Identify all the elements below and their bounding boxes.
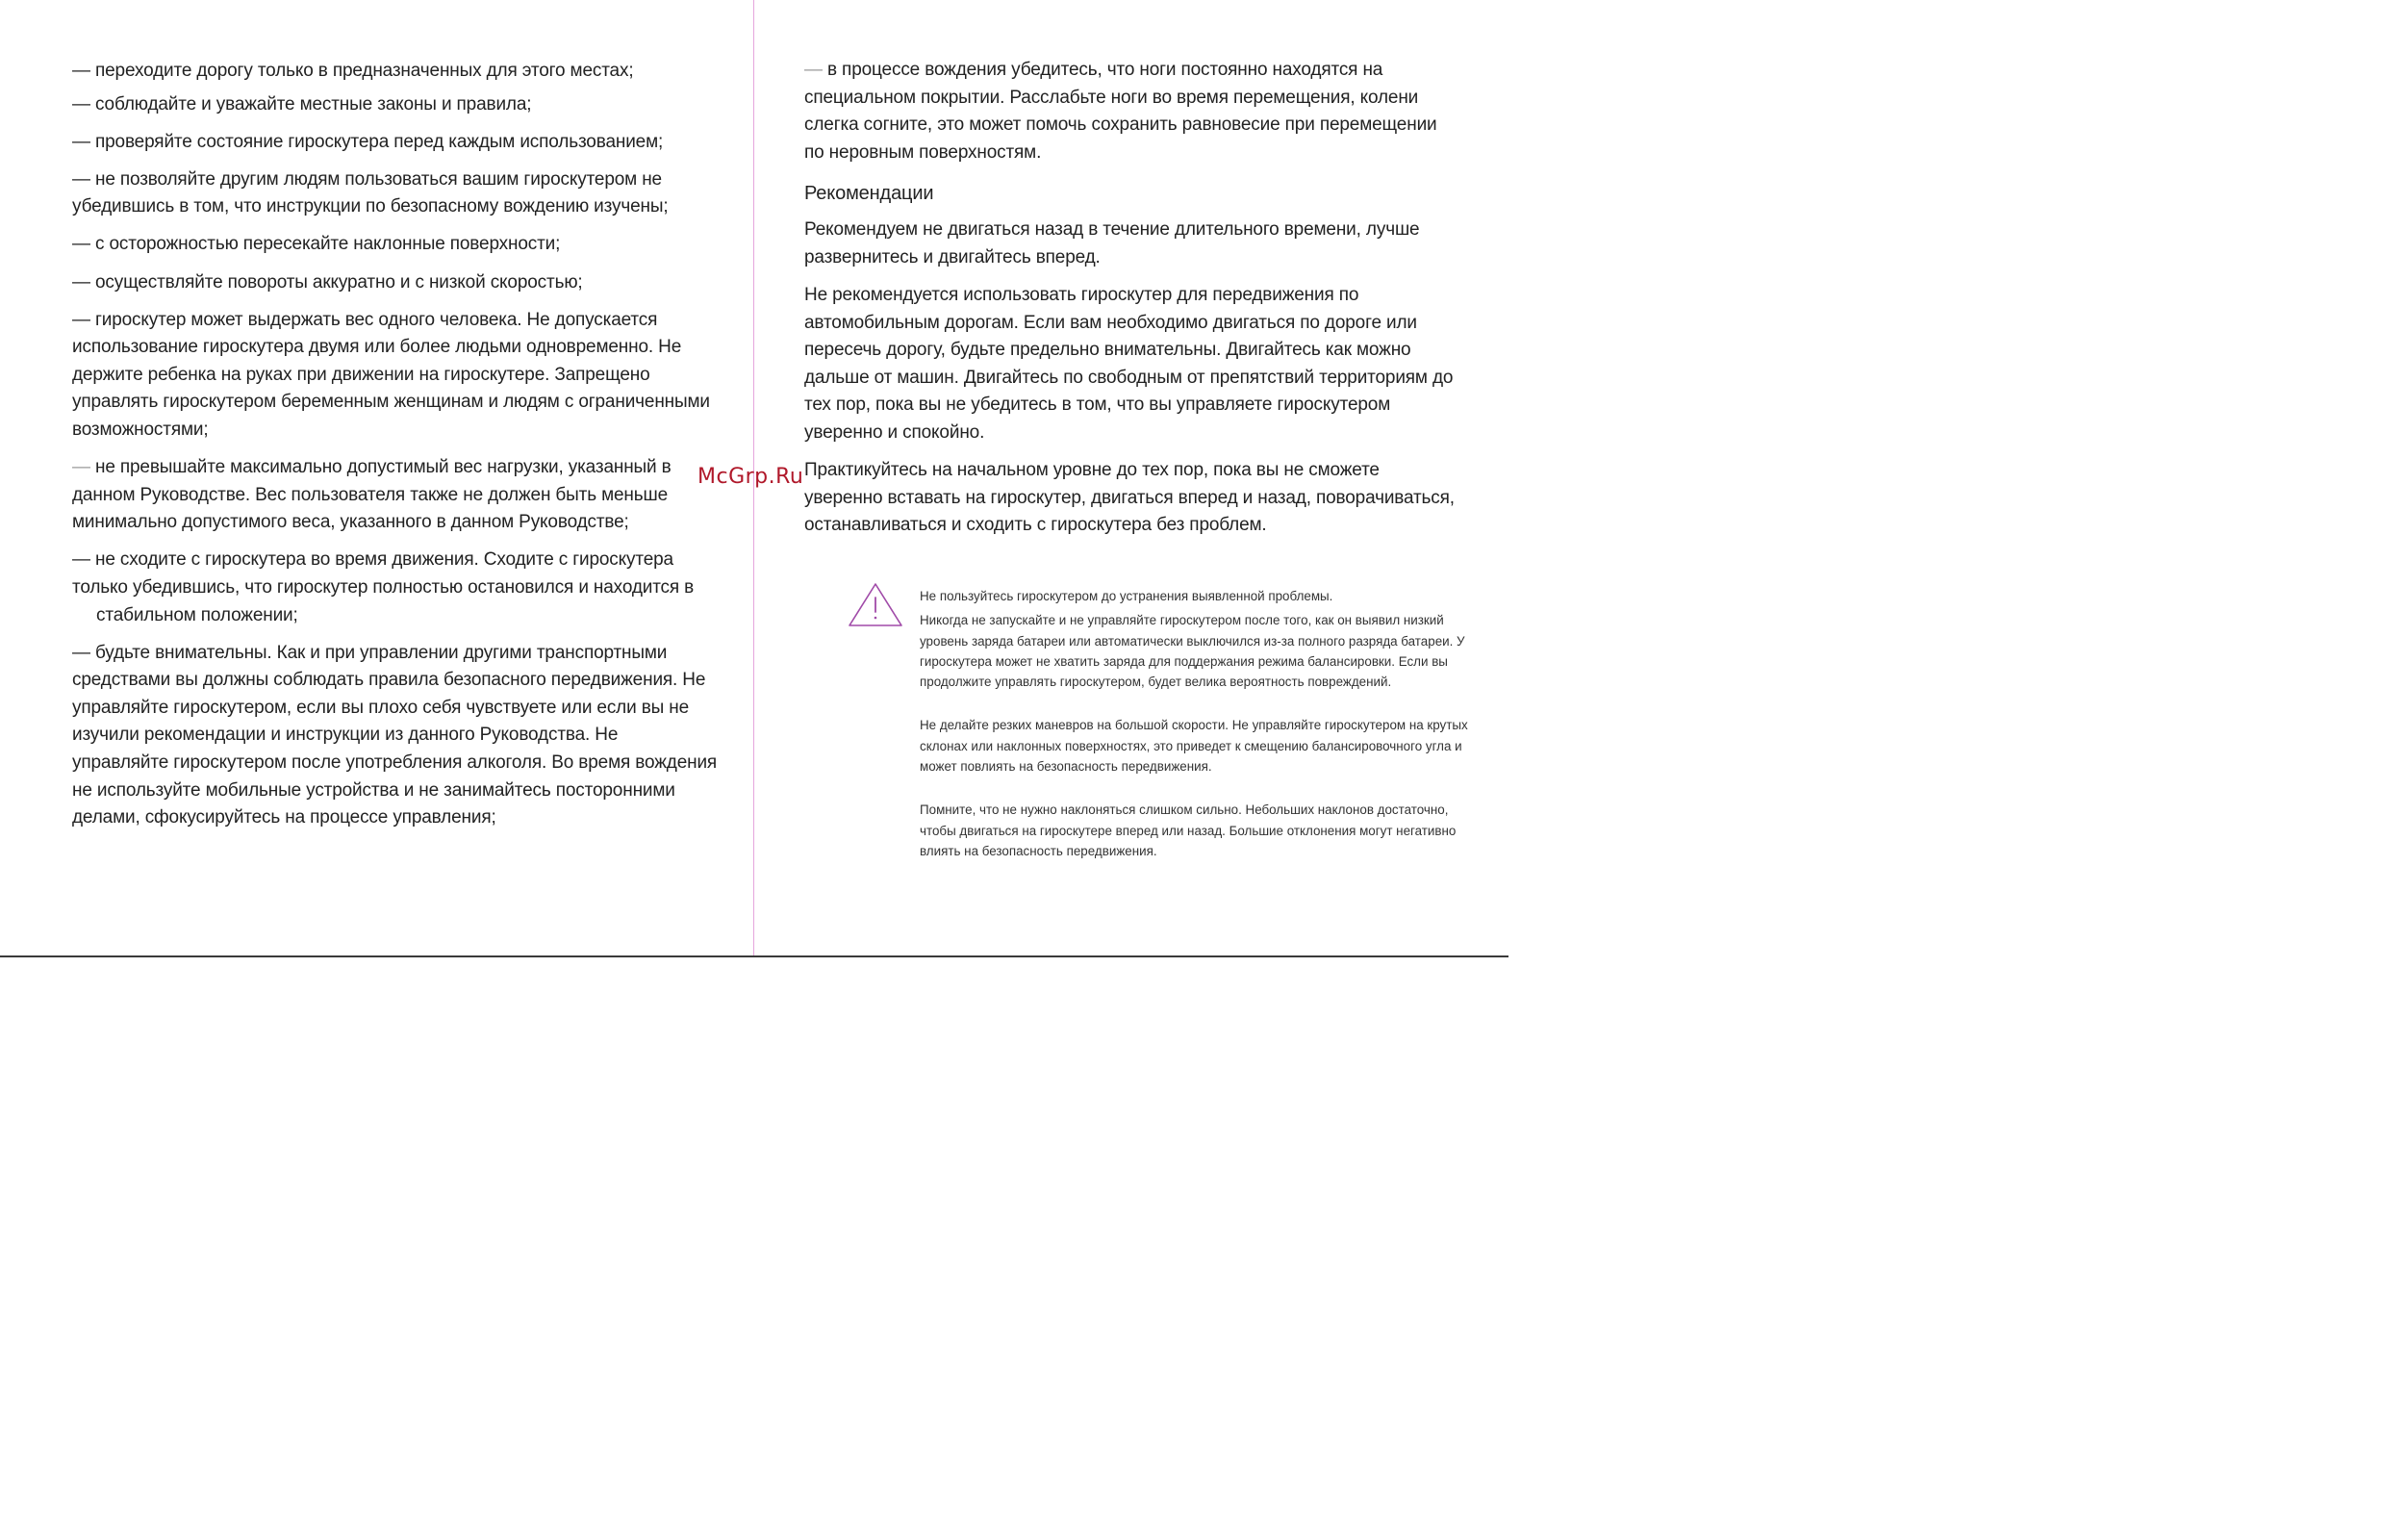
section-heading: Рекомендации xyxy=(804,183,934,205)
list-item: — соблюдайте и уважайте местные законы и правила; xyxy=(72,93,532,115)
list-item: — переходите дорогу только в предназначенных для этого местах; xyxy=(72,61,634,81)
warning-text xyxy=(920,586,1468,861)
left-column xyxy=(72,58,719,842)
list-dash: — xyxy=(72,457,90,478)
intro-paragraph xyxy=(804,57,1458,166)
watermark: McGrp.Ru xyxy=(697,465,804,489)
right-column xyxy=(804,57,1458,549)
paragraph: Практикуйтесь на начальном уровне до тех пор, пока вы не сможете уверенно вставать на гироскутер, двигаться вперед и назад, поворачиваться, останавливаться и сходить с гироскутера без проблем. xyxy=(804,460,1455,536)
warning-line: Не пользуйтесь гироскутером до устранения выявленной проблемы. xyxy=(920,589,1333,603)
list-item-continuation: стабильном положении; xyxy=(96,604,298,625)
list-item-text: не превышайте максимально допустимый вес нагрузки, указанный в данном Руководстве. Вес пользователя также не должен быть меньше минимально допустимого веса, указанного в данном Руководстве; xyxy=(72,457,672,533)
list-item: — с осторожностью пересекайте наклонные поверхности; xyxy=(72,234,561,255)
list-item: — проверяйте состояние гироскутера перед каждым использованием; xyxy=(72,131,664,152)
list-item-text: — не сходите с гироскутера во время движения. Сходите с гироскутера только убедившись, что гироскутер полностью остановился и находится в xyxy=(72,549,695,598)
warning-line: Помните, что не нужно наклоняться слишком сильно. Небольших наклонов достаточно, чтобы двигаться на гироскутере вперед или назад. Большие отклонения могут негативно влиять на безопасность передвижения. xyxy=(920,802,1457,858)
list-dash: — xyxy=(804,60,823,80)
warning-triangle-icon xyxy=(848,582,903,628)
list-item xyxy=(72,454,719,537)
list-item: — гироскутер может выдержать вес одного человека. Не допускается использование гироскутера двумя или более людьми одновременно. Не держите ребенка на руках при движении на гироскутере. Запрещено управлять гироскутером беременным женщинам и людям с ограниченными возможностями; xyxy=(72,309,710,441)
warning-line: Никогда не запускайте и не управляйте гироскутером после того, как он выявил низкий уровень заряда батареи или автоматически выключился из-за полного разряда батареи. У гироскутера может не хватить заряда для поддержания режима балансировки. Если вы продолжите управлять гироскутером, будет велика вероятность повреждений. xyxy=(920,613,1465,690)
list-item xyxy=(72,547,719,629)
list-item: — осуществляйте повороты аккуратно и с низкой скоростью; xyxy=(72,271,583,293)
list-item: — не позволяйте другим людям пользоваться вашим гироскутером не убедившись в том, что инструкции по безопасному вождению изучены; xyxy=(72,168,669,217)
left-page xyxy=(0,0,753,957)
bottom-rule xyxy=(0,955,1508,957)
paragraph: Не рекомендуется использовать гироскутер для передвижения по автомобильным дорогам. Если вам необходимо двигаться по дороге или пересечь дорогу, будьте предельно внимательны. Двигайтесь как можно дальше от машин. Двигайтесь по свободным от препятствий территориям до тех пор, пока вы не убедитесь в том, что вы управляете гироскутером уверенно и спокойно. xyxy=(804,285,1454,444)
list-item: — будьте внимательны. Как и при управлении другими транспортными средствами вы должны соблюдать правила безопасного передвижения. Не управляйте гироскутером, если вы плохо себя чувствуете или если вы не изучили рекомендации и инструкции из данного Руководства. Не управляйте гироскутером после употребления алкоголя. Во время вождения не используйте мобильные устройства и не занимайтесь посторонними делами, сфокусируйтесь на процессе управления; xyxy=(72,642,718,828)
warning-line: Не делайте резких маневров на большой скорости. Не управляйте гироскутером на крутых склонах или наклонных поверхностях, это приведет к смещению балансировочного угла и может повлиять на безопасность передвижения. xyxy=(920,718,1468,775)
paragraph: Рекомендуем не двигаться назад в течение длительного времени, лучше развернитесь и двигайтесь вперед. xyxy=(804,219,1420,267)
intro-text: в процессе вождения убедитесь, что ноги постоянно находятся на специальном покрытии. Расслабьте ноги во время перемещения, колени слегка согните, это может помочь сохранить равновесие при перемещении по неровным поверхностям. xyxy=(804,60,1437,163)
